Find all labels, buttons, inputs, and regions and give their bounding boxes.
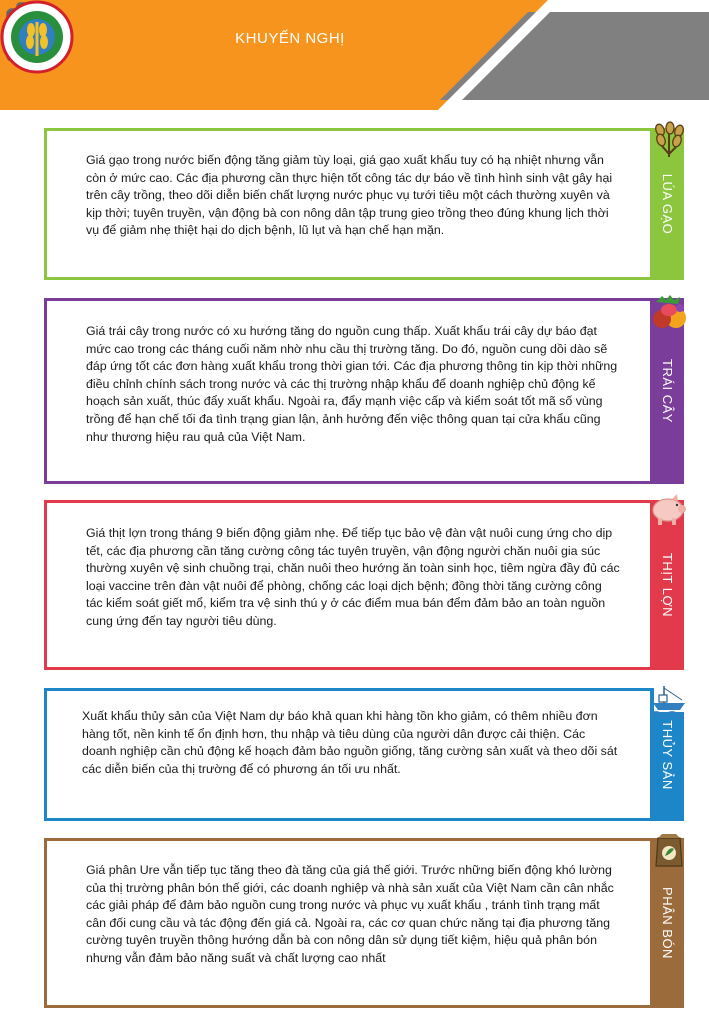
fertilizer-bag-icon — [650, 832, 688, 870]
section-text: Giá trái cây trong nước có xu hướng tăng do nguồn cung thấp. Xuất khẩu trái cây dự báo đạt mức cao trong các tháng cuối năm nhờ nhu cầu thị trường tăng. Do đó, nguồn cung dồi dào sẽ đáp ứng tốt các đơn hàng xuất khẩu trong thời gian tới. Các địa phương thông tin kịp thời những điều chỉnh chính sách trong nước và các thị trường nhập khẩu để doanh nghiệp chủ động kế hoạch sản xuất, thúc đẩy xuất khẩu. Ngoài ra, đẩy mạnh việc cấp và kiểm soát tốt mã số vùng trồng để hạn chế tối đa tình trạng gian lận, ảnh hưởng đến việc thông quan tại cửa khẩu cũng như thương hiệu rau quả của Việt Nam. — [86, 324, 618, 444]
header-background — [0, 0, 709, 110]
section-label: THỊT LỢN — [660, 552, 675, 618]
header-banner — [0, 0, 709, 110]
section-rice — [44, 128, 684, 280]
section-text: Giá gạo trong nước biến động tăng giảm tùy loại, giá gạo xuất khẩu tuy có hạ nhiệt nhưng vẫn còn ở mức cao. Các địa phương cần thực hiện tốt công tác dự báo về tình hình sinh vật gây hại trên cây trồng, theo dõi diễn biến chất lượng nước phục vụ tưới tiêu một cách thường xuyên và kịp thời; tuyên truyền, vận động bà con nông dân tập trung gieo trồng theo đúng khung lịch thời vụ để giảm nhẹ thiệt hại do dịch bệnh, lũ lụt và hạn chế hạn mặn. — [86, 153, 613, 238]
section-pork — [44, 500, 684, 670]
page-title: KHUYẾN NGHỊ — [235, 30, 345, 47]
pig-icon — [650, 490, 688, 528]
section-fertilizer — [44, 838, 684, 1008]
section-text: Giá phân Ure vẫn tiếp tục tăng theo đà tăng của giá thế giới. Trước những biến động khó lường của thị trường phân bón thế giới, các doanh nghiệp và nhà sản xuất của Việt Nam cần cân nhắc các giải pháp để đảm bảo nguồn cung trong nước và phục vụ xuất khẩu , tránh tình trạng mất cân đối cung cầu và tác động đến giá cả. Ngoài ra, các cơ quan chức năng tại địa phương tăng cường tuyên truyền thông hướng dẫn bà con nông dân sử dụng tiết kiệm, hiệu quả phân bón nhưng vẫn đảm bảo năng suất và chất lượng cao nhất — [86, 863, 614, 965]
rice-icon — [650, 120, 688, 158]
section-label: LÚA GẠO — [660, 173, 675, 235]
section-label: TRÁI CÂY — [660, 359, 675, 423]
section-fruit — [44, 298, 684, 484]
section-label: PHÂN BÓN — [660, 887, 675, 959]
fruit-icon — [650, 294, 688, 332]
section-text: Giá thịt lợn trong tháng 9 biến động giảm nhẹ. Để tiếp tục bảo vệ đàn vật nuôi cung ứng cho dịp tết, các địa phương cần tăng cường công tác tuyên truyền, vận động người chăn nuôi gia súc thường xuyên vệ sinh chuồng trại, chăn nuôi theo hướng ăn toàn sinh học, tiêm ngừa đầy đủ các loại vaccine trên đàn vật nuôi để phòng, chống các loại dịch bệnh; đồng thời tăng cường công tác kiểm soát giết mổ, kiểm tra vệ sinh thú y ở các điểm mua bán đểm đảm bảo an toàn nguồn cung ứng đến tay người tiêu dùng. — [86, 526, 620, 628]
ministry-logo — [0, 0, 74, 74]
section-text: Xuất khẩu thủy sản của Việt Nam dự báo khả quan khi hàng tồn kho giảm, có thêm nhiều đơn hàng tốt, nền kinh tế ổn định hơn, thu nhập và tiêu dùng của người dân được cải thiện. Các doanh nghiệp cần chủ động kế hoạch đảm bảo nguồn giống, tăng cường sản xuất và theo dõi sát các diễn biến của thị trường để có phương án tối ưu nhất. — [82, 709, 618, 776]
section-seafood — [44, 688, 684, 821]
fishing-boat-icon — [650, 682, 688, 720]
section-label: THỦY SẢN — [660, 719, 675, 790]
